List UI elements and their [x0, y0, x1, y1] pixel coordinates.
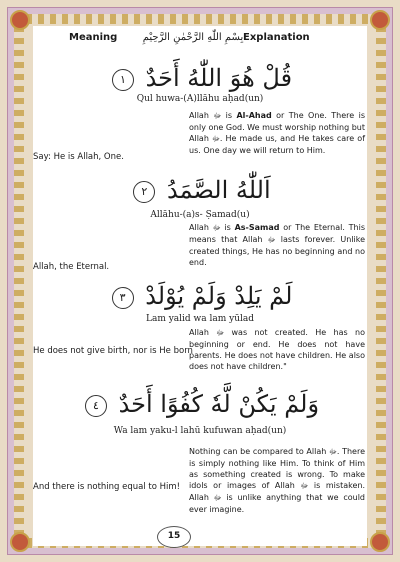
- verse-arabic: [93, 64, 307, 92]
- corner-ornament: [10, 10, 30, 30]
- verse-arabic-text: وَلَمْ يَكُنْ لَّهٗ كُفُوًا أَحَدٌ: [118, 390, 320, 418]
- verse-meaning: And there is nothing equal to Him!: [33, 482, 181, 492]
- verse-arabic-text: قُلْ هُوَ اللّٰهُ أَحَدٌ: [145, 64, 293, 92]
- ayah-number: ٢: [133, 181, 155, 203]
- verse-arabic: [93, 176, 307, 204]
- verse-meaning: Say: He is Allah, One.: [33, 152, 124, 162]
- verse-explanation: Allah ﷻ is Al-Ahad or The One. There is only one God. We must worship nothing but Allah ﷻ. He made us, and He takes care of us. One day we will return to Him.: [189, 111, 366, 155]
- explanation-heading: Explanation: [243, 32, 310, 43]
- verse-meaning: He does not give birth, nor is He born: [33, 346, 193, 356]
- ayah-number: ١: [112, 69, 134, 91]
- verse-transliteration: Lam yalid wa lam yūlad: [145, 314, 255, 324]
- verse-explanation: Allah ﷻ was not created. He has no beginning or end. He does not have parents. He does not have children. He also does not have children.": [189, 328, 366, 371]
- verse-explanation: Allah ﷻ is As-Samad or The Eternal. This means that Allah ﷻ lasts forever. Unlike created things, He has no beginning and no end.: [189, 223, 366, 267]
- verse-explanation: Nothing can be compared to Allah ﷻ. There is simply nothing like Him. To think of Him as something created is wrong. To make idols or images of Allah ﷻ is mistaken. Allah ﷻ is unlike anything that we could ever imagine.: [189, 447, 366, 514]
- corner-ornament: [370, 10, 390, 30]
- verse-arabic: [53, 390, 347, 418]
- page-number: 15: [157, 526, 191, 548]
- verse-arabic: [93, 282, 307, 310]
- meaning-heading: Meaning: [69, 32, 118, 43]
- corner-ornament: [10, 532, 30, 552]
- verse-arabic-text: لَمْ يَلِدْ وَلَمْ يُوْلَدْ: [145, 282, 293, 310]
- content-area: [33, 26, 367, 546]
- verse-meaning: Allah, the Eternal.: [33, 262, 110, 272]
- ayah-number: ٤: [85, 395, 107, 417]
- corner-ornament: [370, 532, 390, 552]
- verse-transliteration: Qul huwa-(A)llāhu aḥad(un): [136, 94, 264, 104]
- verse-arabic-text: اَللّٰهُ الصَّمَدُ: [166, 176, 271, 204]
- verse-transliteration: Wa lam yaku-l lahū kufuwan aḥad(un): [113, 426, 287, 436]
- verse-transliteration: Allāhu-(a)s- Ṣamad(u): [150, 210, 250, 220]
- bismillah: بِسْمِ اللّٰهِ الرَّحْمٰنِ الرَّحِيْمِ: [142, 32, 244, 43]
- ayah-number: ٣: [112, 287, 134, 309]
